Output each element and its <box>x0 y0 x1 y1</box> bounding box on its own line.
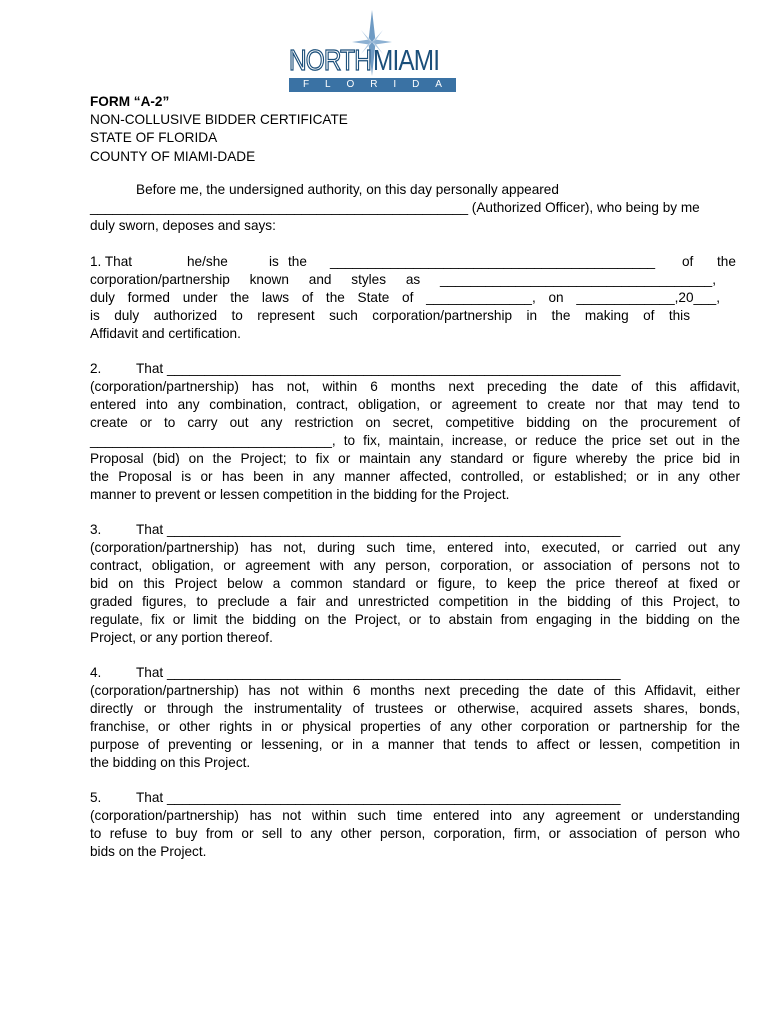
item-1-word: of <box>682 254 694 269</box>
item-2-line: the Proposal is or has been in any manner affected, controlled, or established; or in any other <box>90 469 740 484</box>
item-4-line: directly or through the instrumentality of trustees or otherwise, acquired assets shares, bonds, <box>90 701 740 716</box>
item-4-line: purpose of preventing or lessening, or in a manner that tends to affect or lessen, competition in <box>90 737 740 752</box>
intro-line: duly sworn, deposes and says: <box>90 218 276 233</box>
item-1-word: the <box>717 254 736 269</box>
item-3-that-blank: That ____________________________________________________________ <box>136 522 621 537</box>
item-1-word: the <box>288 254 307 269</box>
item-1-number: 1. That <box>90 254 133 269</box>
item-4-head <box>90 665 621 680</box>
county-line: COUNTY OF MIAMI-DADE <box>90 148 256 164</box>
item-2-line: ________________________________, to fix, maintain, increase, or reduce the price set out in the <box>90 433 740 448</box>
logo-wordmark <box>287 46 457 76</box>
logo-letter: I <box>393 79 397 90</box>
item-5-head <box>90 790 621 805</box>
item-2-that-blank: That ____________________________________________________________ <box>136 361 621 376</box>
certificate-title: NON-COLLUSIVE BIDDER CERTIFICATE <box>90 112 348 128</box>
intro-line: Before me, the undersigned authority, on this day personally appeared <box>136 182 559 197</box>
item-3-line: regulate, fix or limit the bidding on the Project, or to abstain from engaging in the bidding on the <box>90 612 740 627</box>
item-2-line: Proposal (bid) on the Project; to fix or maintain any standard or figure whereby the price bid in <box>90 451 740 466</box>
item-1-line: Affidavit and certification. <box>90 326 241 341</box>
logo-letter: O <box>346 79 355 90</box>
form-header <box>90 93 348 166</box>
item-3-line: (corporation/partnership) has not, during such time, entered into, executed, or carried out any <box>90 540 740 555</box>
item-1-line: is duly authorized to represent such corporation/partnership in the making of this <box>90 308 690 323</box>
item-5-number: 5. <box>90 790 102 805</box>
item-5-that-blank: That ____________________________________________________________ <box>136 790 621 805</box>
logo-letter: A <box>435 79 442 90</box>
item-3-line: bid on this Project below a common standard or figure, to keep the price thereof at fixed or <box>90 576 740 591</box>
item-3-number: 3. <box>90 522 102 537</box>
item-1-word: is <box>269 254 279 269</box>
item-1-blank: ___________________________________________ <box>330 254 656 269</box>
item-1-word: he/she <box>187 254 228 269</box>
authorized-officer-line: __________________________________________________ (Authorized Officer), who being by me <box>90 200 700 215</box>
logo-florida-bar <box>289 78 456 92</box>
item-4-that-blank: That ____________________________________________________________ <box>136 665 621 680</box>
item-4-line: franchise, or other rights in or physical properties of any other corporation or partnership for the <box>90 719 740 734</box>
item-1-line: duly formed under the laws of the State of ______________, on _____________,20___, <box>90 290 720 305</box>
state-line: STATE OF FLORIDA <box>90 130 218 146</box>
item-2-line: create or to carry out any restriction on secret, competitive bidding on the procurement of <box>90 415 740 430</box>
item-3-line: graded figures, to preclude a fair and unrestricted competition in the bidding of this Project, to <box>90 594 740 609</box>
item-4-line: the bidding on this Project. <box>90 755 251 770</box>
logo-word-north: NORTH <box>289 45 371 77</box>
north-miami-logo <box>287 8 457 92</box>
item-3-line: Project, or any portion thereof. <box>90 630 273 645</box>
item-5-line: to refuse to buy from or sell to any other person, corporation, firm, or association of person who <box>90 826 740 841</box>
item-2-line: manner to prevent or lessen competition in the bidding for the Project. <box>90 487 510 502</box>
item-5-line: (corporation/partnership) has not within such time entered into any agreement or understanding <box>90 808 740 823</box>
item-1-line: corporation/partnership known and styles as ____________________________________, <box>90 272 716 287</box>
logo-letter: R <box>370 79 378 90</box>
item-2-line: (corporation/partnership) has not, within 6 months next preceding the date of this affidavit, <box>90 379 740 394</box>
item-2-number: 2. <box>90 361 102 376</box>
form-title: FORM “A-2” <box>90 94 170 109</box>
logo-word-miami: MIAMI <box>373 45 440 77</box>
item-4-number: 4. <box>90 665 102 680</box>
item-3-head <box>90 522 621 537</box>
logo-letter: D <box>412 79 420 90</box>
item-4-line: (corporation/partnership) has not within 6 months next preceding the date of this Affidavit, either <box>90 683 740 698</box>
item-2-line: entered into any combination, contract, obligation, or agreement to create nor that may tend to <box>90 397 740 412</box>
logo-letter: F <box>302 79 310 90</box>
logo-letter: L <box>325 79 331 90</box>
item-5-line: bids on the Project. <box>90 844 207 859</box>
item-3-line: contract, obligation, or agreement with any person, corporation, or association of persons not to <box>90 558 740 573</box>
item-2-head <box>90 361 621 376</box>
